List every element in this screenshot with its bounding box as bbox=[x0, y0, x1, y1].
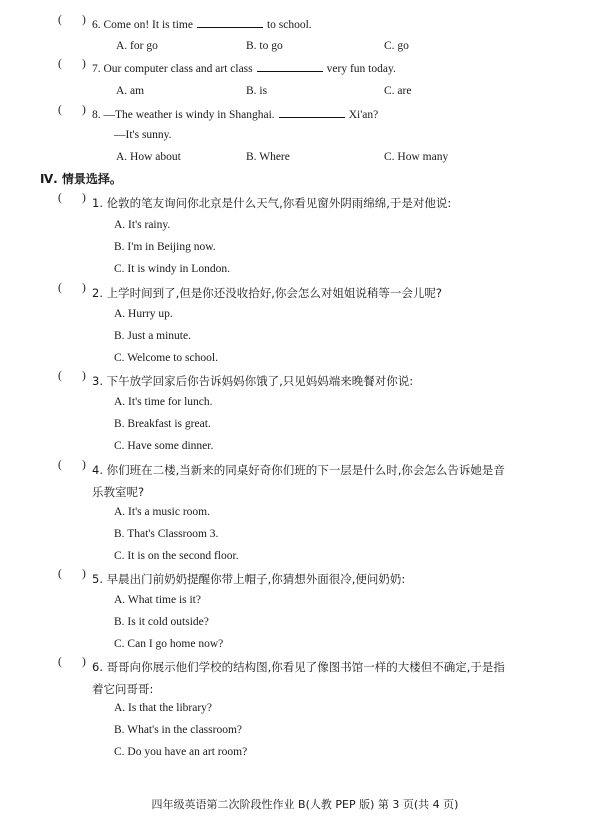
option-c: C. Do you have an art room? bbox=[114, 746, 248, 758]
answer-blank[interactable] bbox=[257, 61, 323, 72]
answer-blank[interactable] bbox=[197, 17, 263, 28]
option-a: A. Hurry up. bbox=[114, 308, 173, 320]
answer-bracket[interactable]: ( ) bbox=[58, 58, 86, 70]
option-b: B. Just a minute. bbox=[114, 330, 191, 342]
option-a: A. Is that the library? bbox=[114, 702, 213, 714]
option-a: A. It's time for lunch. bbox=[114, 396, 213, 408]
option-c: C. Can I go home now? bbox=[114, 638, 224, 650]
answer-bracket[interactable]: ( ) bbox=[58, 282, 86, 294]
answer-blank[interactable] bbox=[279, 107, 345, 118]
question-stem: 4. 你们班在二楼,当新来的同桌好奇你们班的下一层是什么时,你会怎么告诉她是音 乐教室呢? bbox=[92, 463, 505, 499]
option-b: B. That's Classroom 3. bbox=[114, 528, 219, 540]
option-b: B. is bbox=[246, 85, 268, 97]
dialogue-reply: —It's sunny. bbox=[114, 129, 172, 141]
answer-bracket[interactable]: ( ) bbox=[58, 192, 86, 204]
option-c: C. Welcome to school. bbox=[114, 352, 218, 364]
question-stem: 1. 伦敦的笔友询问你北京是什么天气,你看见窗外阴雨绵绵,于是对他说: bbox=[92, 196, 452, 210]
option-b: B. Breakfast is great. bbox=[114, 418, 211, 430]
option-b: B. Is it cold outside? bbox=[114, 616, 209, 628]
section-title: Ⅳ. 情景选择。 bbox=[40, 172, 122, 186]
option-a: A. am bbox=[116, 85, 145, 97]
question-stem: 5. 早晨出门前奶奶提醒你带上帽子,你猜想外面很冷,便问奶奶: bbox=[92, 572, 406, 586]
page-footer: 四年级英语第二次阶段性作业 B(人教 PEP 版) 第 3 页(共 4 页) bbox=[151, 798, 459, 811]
option-b: B. I'm in Beijing now. bbox=[114, 241, 216, 253]
answer-bracket[interactable]: ( ) bbox=[58, 459, 86, 471]
question-stem: 7. Our computer class and art class very fun today. bbox=[92, 63, 396, 75]
answer-bracket[interactable]: ( ) bbox=[58, 568, 86, 580]
option-a: A. What time is it? bbox=[114, 594, 201, 606]
option-a: A. How about bbox=[116, 151, 181, 163]
option-c: C. go bbox=[384, 40, 409, 52]
option-c: C. are bbox=[384, 85, 412, 97]
option-b: B. What's in the classroom? bbox=[114, 724, 243, 736]
answer-bracket[interactable]: ( ) bbox=[58, 370, 86, 382]
answer-bracket[interactable]: ( ) bbox=[58, 14, 86, 26]
option-a: A. It's a music room. bbox=[114, 506, 210, 518]
question-stem: 6. 哥哥向你展示他们学校的结构图,你看见了像图书馆一样的大楼但不确定,于是指 着它问哥哥: bbox=[92, 660, 505, 696]
question-stem: 8. —The weather is windy in Shanghai. Xi'an? bbox=[92, 109, 379, 121]
option-a: A. for go bbox=[116, 40, 158, 52]
option-c: C. It is on the second floor. bbox=[114, 550, 239, 562]
option-c: C. How many bbox=[384, 151, 449, 163]
answer-bracket[interactable]: ( ) bbox=[58, 656, 86, 668]
question-stem: 6. Come on! It is time to school. bbox=[92, 19, 312, 31]
option-c: C. It is windy in London. bbox=[114, 263, 230, 275]
question-stem: 3. 下午放学回家后你告诉妈妈你饿了,只见妈妈端来晚餐对你说: bbox=[92, 374, 414, 388]
answer-bracket[interactable]: ( ) bbox=[58, 104, 86, 116]
option-b: B. to go bbox=[246, 40, 283, 52]
option-b: B. Where bbox=[246, 151, 290, 163]
question-stem: 2. 上学时间到了,但是你还没收拾好,你会怎么对姐姐说稍等一会儿呢? bbox=[92, 286, 443, 300]
option-a: A. It's rainy. bbox=[114, 219, 171, 231]
option-c: C. Have some dinner. bbox=[114, 440, 214, 452]
